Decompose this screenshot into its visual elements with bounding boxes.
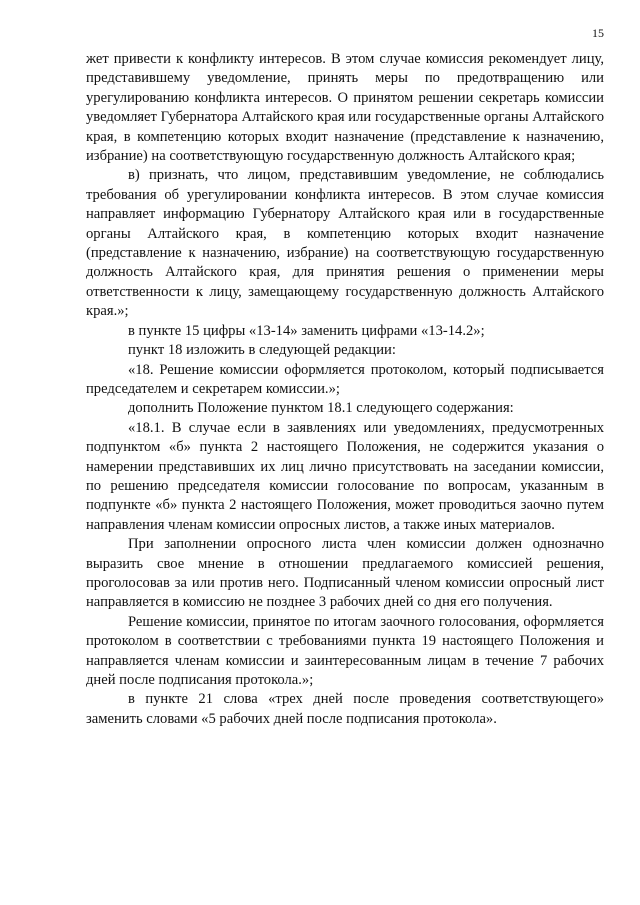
paragraph: жет привести к конфликту интересов. В этом случае комиссия рекомендует лицу, представившему уведомление, принять меры по предотвращению или урегулированию конфликта интересов. О принятом решении секретарь комиссии уведомляет Губернатора Алтайского края или государственные органы Алтайского края, в компетенцию которых входит назначение (представление к назначению, избрание) на соответствующую государственную должность Алтайского края; (86, 51, 604, 165)
document-body (86, 50, 604, 729)
paragraph: дополнить Положение пунктом 18.1 следующего содержания: (128, 400, 514, 417)
paragraph: пункт 18 изложить в следующей редакции: (128, 342, 396, 359)
paragraph: в пункте 15 цифры «13-14» заменить цифрами «13-14.2»; (128, 322, 485, 339)
paragraph: Решение комиссии, принятое по итогам заочного голосования, оформляется протоколом в соответствии с требованиями пункта 19 настоящего Положения и направляется членам комиссии и заинтересованным лицам в течение 7 рабочих дней после подписания протокола.»; (86, 613, 604, 688)
paragraph: в пункте 21 слова «трех дней после проведения соответствующего» заменить словами «5 рабочих дней после подписания протокола». (86, 691, 604, 727)
paragraph: в) признать, что лицом, представившим уведомление, не соблюдались требования об урегулировании конфликта интересов. В этом случае комиссия направляет информацию Губернатору Алтайского края или в государственные органы Алтайского края, в компетенцию которых входит назначение (представление к назначению, избрание) на соответствующую государственную должность Алтайского края, для принятия решения о применении меры ответственности к лицу, замещающему государственную должность Алтайского края.»; (86, 167, 604, 320)
page-number: 15 (592, 26, 604, 40)
paragraph: При заполнении опросного листа член комиссии должен однозначно выразить свое мнение в отношении предлагаемого комиссией решения, проголосовав за или против него. Подписанный членом комиссии опросный лист направляется в комиссию не позднее 3 рабочих дней со дня его получения. (86, 536, 604, 611)
paragraph: «18.1. В случае если в заявлениях или уведомлениях, предусмотренных подпунктом «б» пункта 2 настоящего Положения, не содержится указания о намерении представивших их лиц лично присутствовать на заседании комиссии, по решению председателя комиссии голосование по вопросам, указанным в подпункте «б» пункта 2 настоящего Положения, может проводиться заочно путем направления членам комиссии опросных листов, а также иных материалов. (86, 419, 604, 533)
paragraph: «18. Решение комиссии оформляется протоколом, который подписывается председателем и секретарем комиссии.»; (86, 361, 604, 397)
